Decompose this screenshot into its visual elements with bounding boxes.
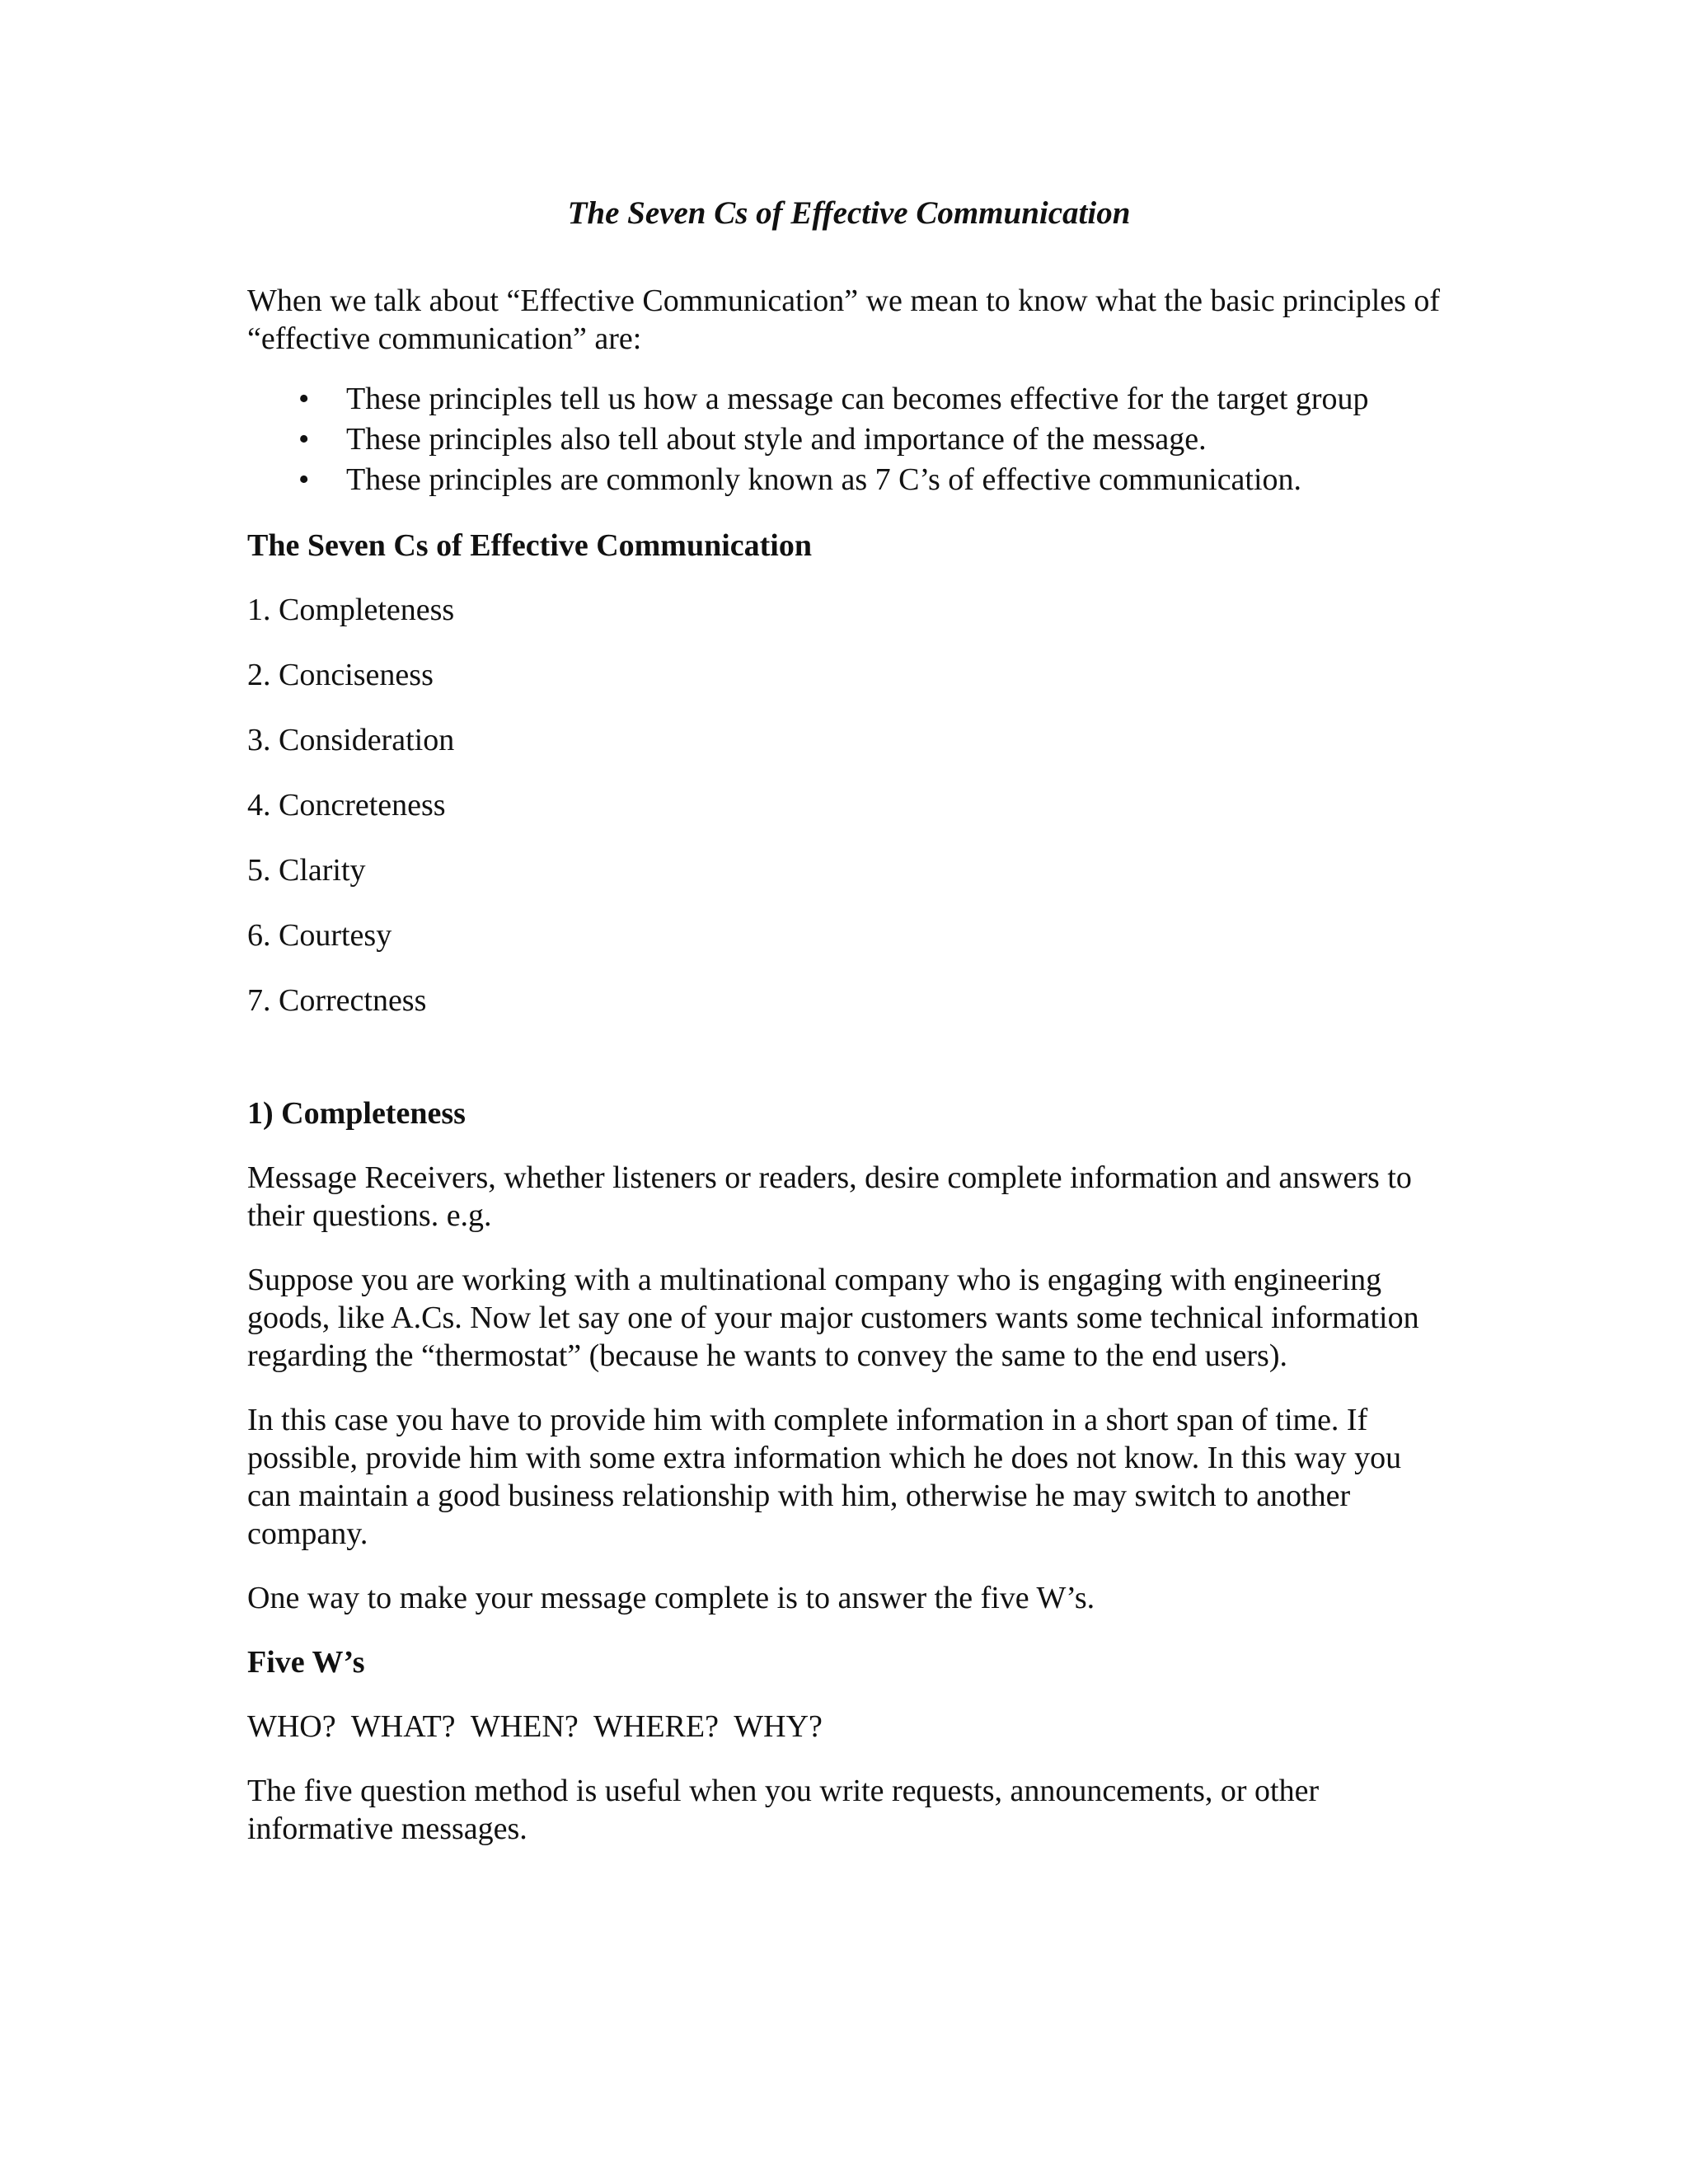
bullet-icon: • <box>298 462 310 497</box>
document-title: The Seven Cs of Effective Communication <box>567 195 1131 231</box>
seven-cs-heading: The Seven Cs of Effective Communication <box>247 528 812 563</box>
completeness-paragraph: Message Receivers, whether listeners or readers, desire complete information and answers to their questions. e.g. <box>247 1160 1412 1233</box>
completeness-paragraph: One way to make your message complete is to answer the five W’s. <box>247 1581 1095 1615</box>
bullet-item <box>247 460 1451 500</box>
bullet-text: These principles also tell about style and importance of the message. <box>346 422 1207 457</box>
five-ws-heading: Five W’s <box>247 1645 365 1680</box>
intro-paragraph: When we talk about “Effective Communication” we mean to know what the basic principles of “effective communication” are: <box>247 284 1441 356</box>
bullet-icon: • <box>298 382 310 416</box>
list-item: 6. Courtesy <box>247 918 392 953</box>
section-spacer <box>247 1047 1451 1094</box>
principles-bullet-list <box>247 379 1451 500</box>
five-ws-questions: WHO? WHAT? WHEN? WHERE? WHY? <box>247 1709 823 1744</box>
list-item: 1. Completeness <box>247 593 455 627</box>
five-ws-closing-paragraph: The five question method is useful when you write requests, announcements, or other informative messages. <box>247 1774 1320 1846</box>
bullet-icon: • <box>298 422 310 457</box>
list-item: 3. Consideration <box>247 723 455 757</box>
list-item: 5. Clarity <box>247 853 366 888</box>
list-item: 7. Correctness <box>247 983 427 1018</box>
list-item: 4. Concreteness <box>247 788 446 823</box>
bullet-text: These principles are commonly known as 7 C’s of effective communication. <box>346 462 1302 497</box>
list-item: 2. Conciseness <box>247 658 434 692</box>
completeness-heading: 1) Completeness <box>247 1096 466 1131</box>
completeness-paragraph: In this case you have to provide him with complete information in a short span of time. If possible, provide him with some extra information which he does not know. In this way you can maintain a good business relationship with him, otherwise he may switch to another company. <box>247 1403 1402 1551</box>
bullet-text: These principles tell us how a message can becomes effective for the target group <box>346 382 1369 416</box>
document-content <box>247 194 1451 1874</box>
seven-cs-list <box>247 591 1451 1019</box>
bullet-item <box>247 419 1451 460</box>
completeness-paragraph: Suppose you are working with a multinational company who is engaging with engineering goods, like A.Cs. Now let say one of your major customers wants some technical information regarding the “thermostat” (because he wants to convey the same to the end users). <box>247 1263 1419 1373</box>
bullet-item <box>247 379 1451 419</box>
